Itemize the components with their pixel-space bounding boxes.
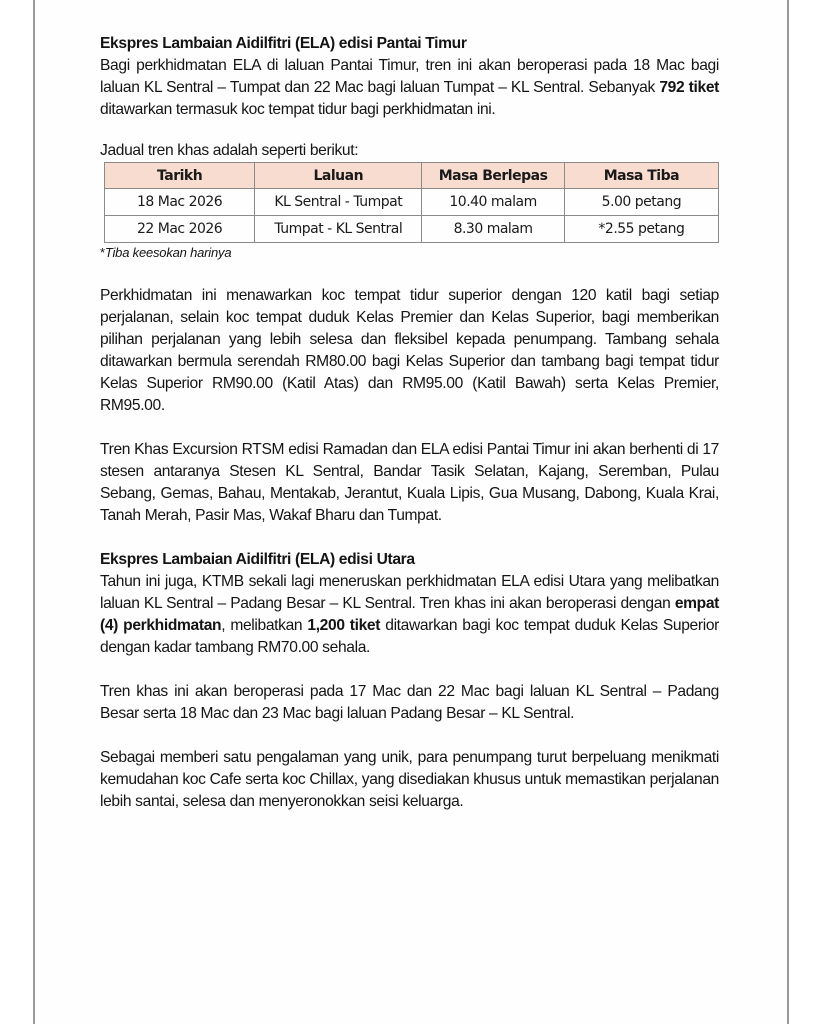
spacer [100, 121, 719, 140]
header-route: Laluan [255, 163, 422, 189]
cell-route: Tumpat - KL Sentral [255, 216, 422, 243]
paragraph-fares: Perkhidmatan ini menawarkan koc tempat tidur superior dengan 120 katil bagi setiap perjalanan, selain koc tempat duduk Kelas Premier dan Kelas Superior, bagi memberikan pilihan perjalanan yang lebih selesa dan fleksibel kepada penumpang. Tambang sehala ditawarkan bermula serendah RM80.00 bagi Kelas Superior dan tambang bagi tempat tidur Kelas Superior RM90.00 (Katil Atas) dan RM95.00 (Katil Bawah) serta Kelas Premier, RM95.00. [100, 287, 719, 414]
text: ditawarkan bagi koc tempat duduk Kelas Superior dengan kadar tambang RM70.00 sehala. [100, 617, 719, 656]
spacer [100, 417, 719, 439]
ticket-count-bold: 792 tiket [659, 79, 719, 96]
cell-arrival: 5.00 petang [564, 189, 718, 216]
spacer [100, 659, 719, 681]
spacer [100, 725, 719, 747]
header-arrival: Masa Tiba [564, 163, 718, 189]
text: Tahun ini juga, KTMB sekali lagi meneruskan perkhidmatan ELA edisi Utara yang melibatkan laluan KL Sentral – Padang Besar – KL Sentral. Tren khas ini akan beroperasi dengan [100, 573, 719, 612]
cell-date: 22 Mac 2026 [105, 216, 255, 243]
footnote-text: Tiba keesokan harinya [104, 245, 232, 260]
table-footnote [100, 243, 719, 263]
paragraph-east-coast-intro [100, 55, 719, 121]
paragraph-amenities: Sebagai memberi satu pengalaman yang unik, para penumpang turut berpeluang menikmati kemudahan koc Cafe serta koc Chillax, yang disediakan khusus untuk memastikan perjalanan lebih santai, selesa dan menyeronokkan seisi keluarga. [100, 749, 719, 810]
table-row [105, 216, 719, 243]
cell-departure: 10.40 malam [422, 189, 564, 216]
table-row [105, 189, 719, 216]
cell-departure: 8.30 malam [422, 216, 564, 243]
cell-date: 18 Mac 2026 [105, 189, 255, 216]
header-date: Tarikh [105, 163, 255, 189]
text: , melibatkan [221, 617, 308, 634]
paragraph-north-intro [100, 571, 719, 659]
table-header-row [105, 163, 719, 189]
text: ditawarkan termasuk koc tempat tidur bagi perkhidmatan ini. [100, 101, 496, 118]
cell-route: KL Sentral - Tumpat [255, 189, 422, 216]
paragraph-north-dates: Tren khas ini akan beroperasi pada 17 Mac dan 22 Mac bagi laluan KL Sentral – Padang Besar serta 18 Mac dan 23 Mac bagi laluan Padang Besar – KL Sentral. [100, 683, 719, 722]
footnote-asterisk: * [100, 245, 105, 260]
document-content [100, 33, 719, 813]
table-intro: Jadual tren khas adalah seperti berikut: [100, 142, 359, 159]
section-heading-north: Ekspres Lambaian Aidilfitri (ELA) edisi Utara [100, 551, 415, 568]
schedule-table [104, 162, 719, 243]
spacer [100, 527, 719, 549]
section-heading-east-coast: Ekspres Lambaian Aidilfitri (ELA) edisi Pantai Timur [100, 35, 467, 52]
header-departure: Masa Berlepas [422, 163, 564, 189]
service-count-bold: empat (4) perkhidmatan [100, 595, 719, 634]
text: Bagi perkhidmatan ELA di laluan Pantai Timur, tren ini akan beroperasi pada 18 Mac bagi laluan KL Sentral – Tumpat dan 22 Mac bagi laluan Tumpat – KL Sentral. Sebanyak [100, 57, 719, 96]
paragraph-stations: Tren Khas Excursion RTSM edisi Ramadan dan ELA edisi Pantai Timur ini akan berhenti di 17 stesen antaranya Stesen KL Sentral, Bandar Tasik Selatan, Kajang, Seremban, Pulau Sebang, Gemas, Bahau, Mentakab, Jerantut, Kuala Lipis, Gua Musang, Dabong, Kuala Krai, Tanah Merah, Pasir Mas, Wakaf Bharu dan Tumpat. [100, 441, 719, 524]
spacer [100, 263, 719, 285]
cell-arrival: *2.55 petang [564, 216, 718, 243]
ticket-count-bold: 1,200 tiket [307, 617, 381, 634]
